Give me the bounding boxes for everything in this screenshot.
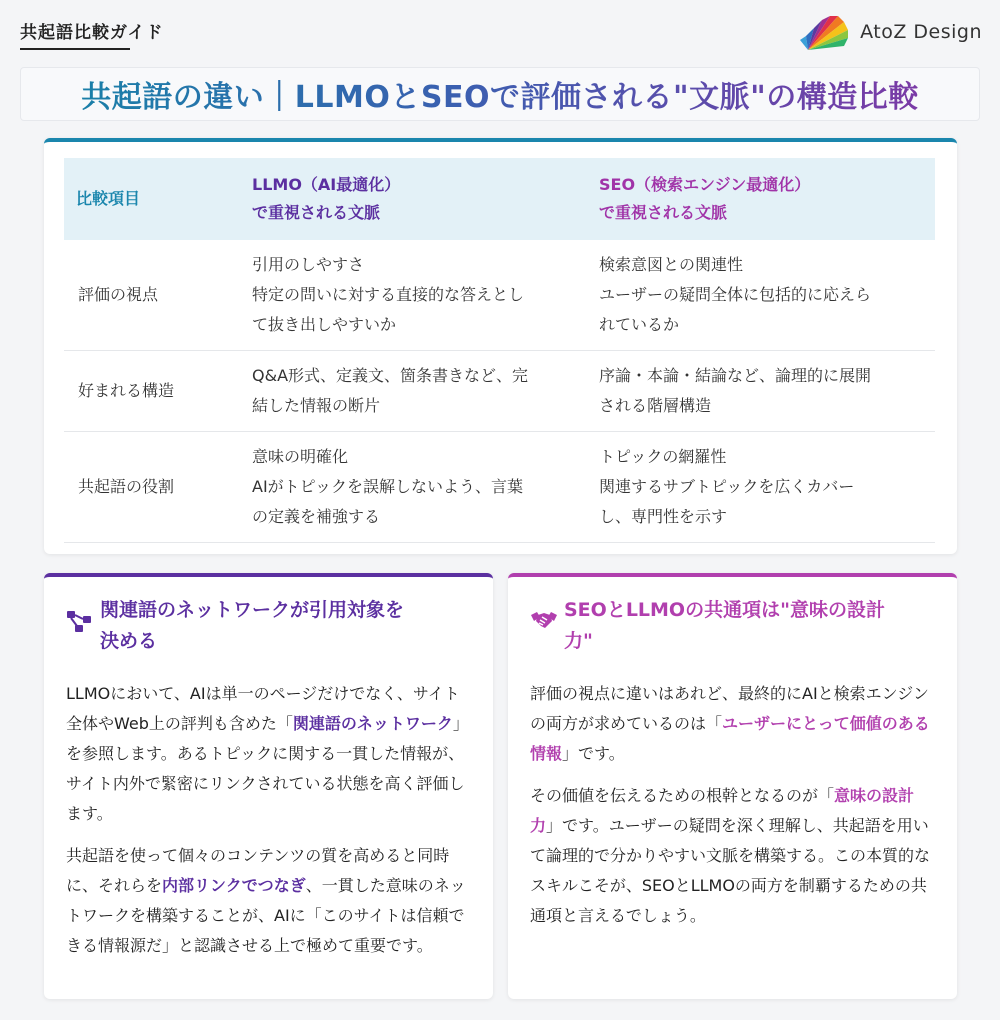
card-header (530, 595, 941, 657)
table-header-row (64, 158, 935, 240)
highlight-text: 内部リンクでつなぎ (162, 876, 306, 895)
seo-cell: 序論・本論・結論など、論理的に展開 される階層構造 (587, 351, 935, 432)
page-title: 共起語の違い｜LLMOとSEOで評価される"文脈"の構造比較 (81, 72, 918, 116)
card-header (66, 595, 477, 657)
llmo-cell: Q&A形式、定義文、箇条書きなど、完 結した情報の断片 (240, 351, 587, 432)
row-label: 好まれる構造 (64, 351, 240, 432)
paragraph (530, 679, 937, 769)
highlight-text: 関連語のネットワーク (292, 714, 453, 733)
table-row (64, 240, 935, 351)
body-text: 評価の視点に違いはあれど、最終的にAIと検索エンジンの両方が求めているのは「 (530, 684, 929, 733)
table-row (64, 432, 935, 543)
llmo-cell: 意味の明確化 AIがトピックを誤解しないよう、言葉 の定義を補強する (240, 432, 587, 543)
common-ground-card (508, 573, 957, 999)
brand-logo (798, 10, 982, 54)
row-label: 評価の視点 (64, 240, 240, 351)
seo-cell: トピックの網羅性 関連するサブトピックを広くカバー し、専門性を示す (587, 432, 935, 543)
comparison-table-card (44, 138, 957, 554)
body-text: LLMOにおいて、AIは単一のページだけでなく、サイト全体やWeb上の評判も含めた「 (66, 684, 460, 733)
llmo-cell: 引用のしやすさ 特定の問いに対する直接的な答えとし て抜き出しやすいか (240, 240, 587, 351)
network-icon (66, 595, 100, 657)
body-text: 共起語を使って個々のコンテンツの質を高めると同時に、それらを (66, 846, 450, 895)
comparison-table (64, 158, 935, 543)
paragraph (66, 679, 473, 829)
card-body (66, 679, 473, 973)
row-label: 共起語の役割 (64, 432, 240, 543)
network-card (44, 573, 493, 999)
card-title: 関連語のネットワークが引用対象を 決める (100, 599, 405, 652)
highlight-text: ユーザーにとって価値のある情報 (530, 714, 930, 763)
body-text: 、一貫した意味のネットワークを構築することが、AIに「このサイトは信頼できる情報源だ」と認識させる上で極めて重要です。 (66, 876, 466, 955)
table-row (64, 351, 935, 432)
seo-cell: 検索意図との関連性 ユーザーの疑問全体に包括的に応えら れているか (587, 240, 935, 351)
handshake-icon (530, 595, 564, 657)
body-text: その価値を伝えるための根幹となるのが「 (530, 786, 835, 805)
category-label: 共起語比較ガイド (20, 23, 164, 43)
title-banner (20, 67, 980, 121)
header-seo: SEO（検索エンジン最適化） で重視される文脈 (587, 158, 935, 240)
body-text: 」です。ユーザーの疑問を深く理解し、共起語を用いて論理的で分かりやすい文脈を構築する。この本質的なスキルこそが、SEOとLLMOの両方を制覇するための共通項と言えるでしょう。 (530, 816, 931, 925)
paragraph (66, 841, 473, 961)
card-body (530, 679, 937, 943)
logo-text: AtoZ Design (860, 21, 982, 43)
header-llmo: LLMO（AI最適化） で重視される文脈 (240, 158, 587, 240)
paragraph (530, 781, 937, 931)
body-text: 」です。 (562, 744, 625, 763)
category-underline (20, 48, 130, 50)
card-title: SEOとLLMOの共通項は"意味の設計 力" (564, 599, 885, 652)
logo-fan-icon (798, 10, 854, 54)
body-text: 」を参照します。あるトピックに関する一貫した情報が、サイト内外で緊密にリンクされている状態を高く評価します。 (66, 714, 469, 823)
header-item: 比較項目 (64, 158, 240, 240)
highlight-text: 意味の設計力 (530, 786, 915, 835)
